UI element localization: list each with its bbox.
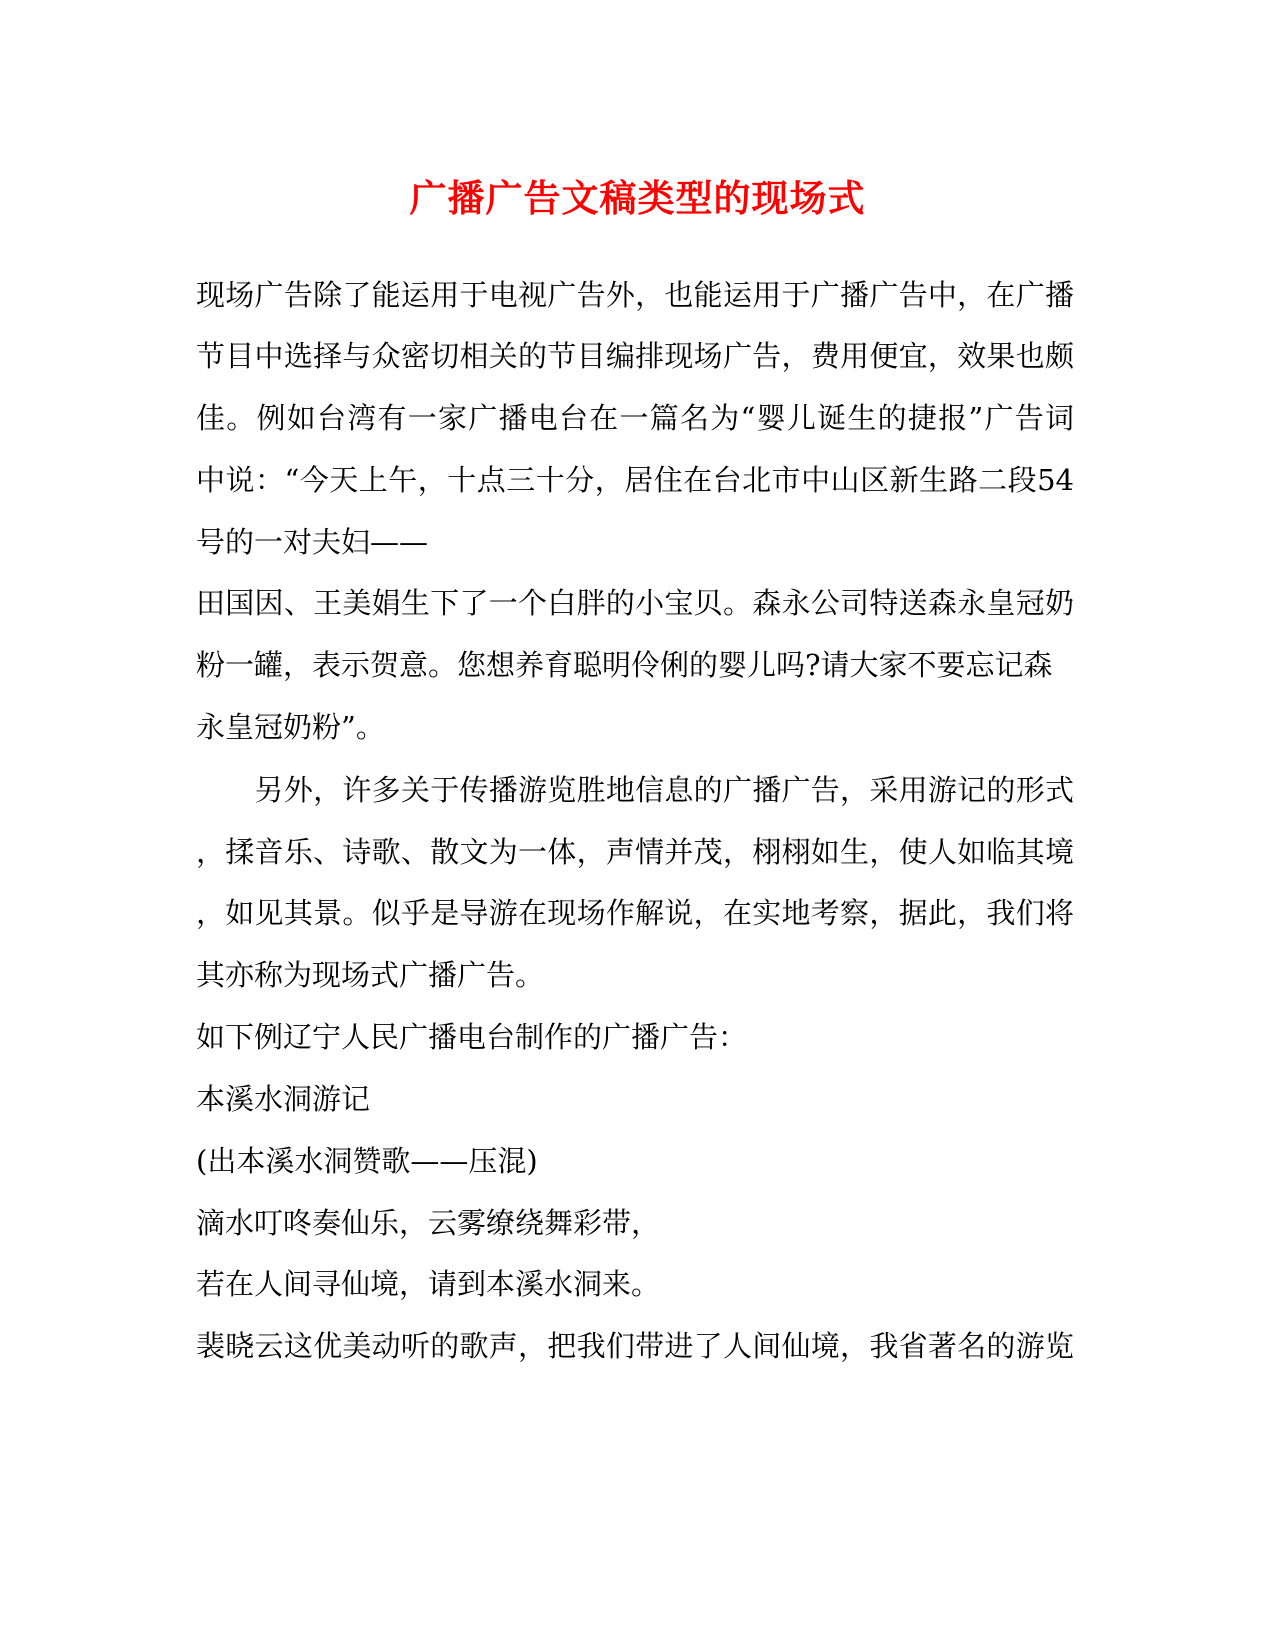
- paragraph-line: 节目中选择与众密切相关的节目编排现场广告，费用便宜，效果也颇: [196, 339, 1074, 373]
- paragraph-line: 本溪水洞游记: [196, 1082, 371, 1116]
- paragraph-line: 粉一罐，表示贺意。您想养育聪明伶俐的婴儿吗?请大家不要忘记森: [196, 648, 1053, 682]
- paragraph-line: 中说：“今天上午，十点三十分，居住在台北市中山区新生路二段54: [196, 463, 1074, 497]
- paragraph-line: 号的一对夫妇——: [196, 525, 429, 559]
- paragraph-line: 田国因、王美娟生下了一个白胖的小宝贝。森永公司特送森永皇冠奶: [196, 586, 1074, 620]
- paragraph-line: 裴晓云这优美动听的歌声，把我们带进了人间仙境，我省著名的游览: [196, 1329, 1074, 1363]
- paragraph-line: (出本溪水洞赞歌——压混): [196, 1144, 538, 1178]
- paragraph-line: ，如见其景。似乎是导游在现场作解说，在实地考察，据此，我们将: [196, 896, 1074, 930]
- paragraph-line: 如下例辽宁人民广播电台制作的广播广告：: [196, 1020, 748, 1054]
- document-title: 广播广告文稿类型的现场式: [409, 176, 866, 220]
- paragraph-line: 佳。例如台湾有一家广播电台在一篇名为“婴儿诞生的捷报”广告词: [196, 401, 1074, 435]
- paragraph-line: 永皇冠奶粉”。: [196, 710, 385, 744]
- paragraph-line: 若在人间寻仙境，请到本溪水洞来。: [196, 1267, 661, 1301]
- paragraph-line: 滴水叮咚奏仙乐，云雾缭绕舞彩带，: [196, 1206, 661, 1240]
- paragraph-line: 现场广告除了能运用于电视广告外，也能运用于广播广告中，在广播: [196, 278, 1074, 312]
- paragraph-line: 其亦称为现场式广播广告。: [196, 958, 545, 992]
- paragraph-line: ，揉音乐、诗歌、散文为一体，声情并茂，栩栩如生，使人如临其境: [196, 835, 1074, 869]
- paragraph-line: 另外，许多关于传播游览胜地信息的广播广告，采用游记的形式: [196, 773, 1074, 807]
